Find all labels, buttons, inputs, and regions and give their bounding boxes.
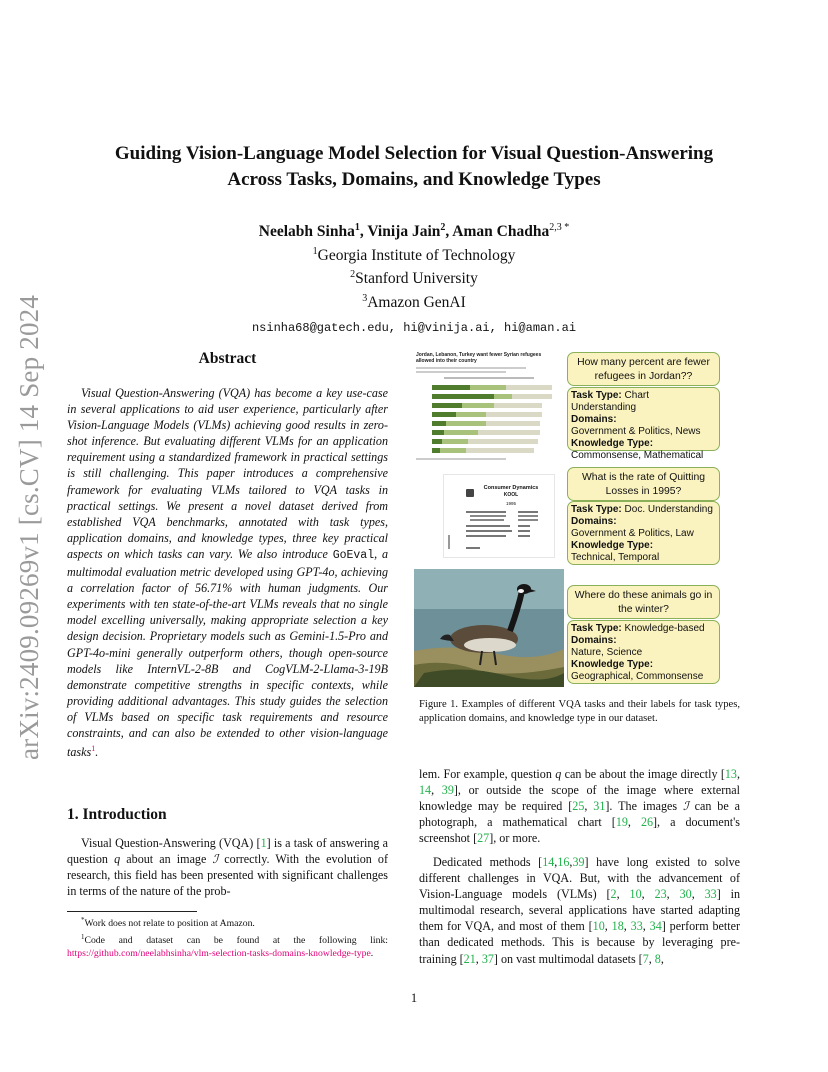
page-number: 1 (410, 991, 418, 1005)
citation-link[interactable]: 21 (463, 951, 476, 966)
citation-link[interactable]: 33 (630, 919, 643, 934)
footnote-rule (67, 911, 197, 912)
figure-caption: Figure 1. Examples of different VQA tasks and their labels for task types, application domains, and knowledge type in our dataset. (419, 699, 740, 725)
chart-thumbnail-subtitle-line (416, 367, 526, 369)
citation-link[interactable]: 8 (654, 951, 661, 966)
document-thumbnail-title: Consumer Dynamics (483, 485, 539, 491)
citation-link[interactable]: 2 (610, 887, 617, 902)
footnote-star: *Work does not relate to position at Amazon. (81, 916, 255, 930)
citation-link[interactable]: 16 (557, 855, 570, 869)
document-thumbnail-year: 1995 (505, 501, 516, 506)
affiliation-3: $^3$Amazon GenAI (362, 292, 466, 312)
chart-thumbnail-title: Jordan, Lebanon, Turkey want fewer Syrian refugees allowed into their country (416, 352, 542, 364)
citation-link[interactable]: 30 (679, 887, 692, 902)
question-bubble-3: Where do these animals go in the winter? (567, 585, 720, 619)
document-thumbnail-subtitle: KOOL (503, 492, 519, 498)
question-bubble-1: How many percent are fewer refugees in Jordan?? (567, 352, 720, 386)
citation-link[interactable]: 14 (419, 783, 432, 798)
chart-thumbnail-legend (444, 377, 534, 379)
citation-link[interactable]: 37 (481, 951, 494, 966)
goose-photo (414, 569, 564, 687)
paper-title (80, 141, 748, 193)
citation-link[interactable]: 10 (629, 887, 642, 902)
citation-link[interactable]: 34 (649, 919, 662, 934)
citation-link[interactable]: 19 (615, 815, 628, 830)
chart-thumbnail-source (416, 458, 506, 460)
footnotes (67, 914, 388, 960)
label-box-3: Task Type: Knowledge-based Domains: Nature, Science Knowledge Type: Geographical, Commonsense (567, 620, 720, 684)
citation-link[interactable]: 18 (611, 919, 624, 934)
citation-link[interactable]: 23 (654, 887, 667, 902)
code-link[interactable]: https://github.com/neelabhsinha/vlm-selection-tasks-domains-knowledge-type (67, 947, 371, 959)
affiliation-1: $^1$Georgia Institute of Technology (312, 245, 516, 264)
abstract-footnote-ref[interactable]: 1 (91, 744, 96, 754)
chart-thumbnail (414, 352, 562, 464)
citation-link[interactable]: 10 (592, 919, 605, 934)
introduction-text: Visual Question-Answering (VQA) [1] is a task of answering a question q about an image ℐ correctly. With the evolution of research, this field has been presented with significant challenges in terms of the nature of the prob- (67, 836, 389, 899)
right-column-paragraph-1: lem. For example, question q can be about the image directly [13, 14, 39], or outside the scope of the image where external knowledge may be required [25, 31]. The images ℐ can be a photograph, a mathematical chart [19, 26], a document's screenshot [27], or more. (419, 767, 741, 846)
citation-link[interactable]: 39 (441, 783, 454, 798)
citation-link[interactable]: 31 (593, 799, 606, 814)
citation-link[interactable]: 7 (642, 951, 649, 966)
author-names: Neelabh Sinha$^1$, Vinija Jain$^2$, Aman Chadha$^{2,3 *}$ (258, 222, 570, 241)
affiliation-2: $^2$Stanford University (350, 269, 478, 288)
question-bubble-2: What is the rate of Quitting Losses in 1995? (567, 467, 720, 501)
citation-link[interactable]: 1 (260, 836, 267, 850)
abstract-heading: Abstract (198, 350, 257, 367)
footnote-1: $^1$Code and dataset can be found at the following link: https://github.com/neelabhsinha/vlm-selection-tasks-domains-knowledge-type. (67, 932, 388, 959)
paper-title-line-1: Guiding Vision-Language Model Selection for Visual Question-Answering (114, 143, 714, 164)
citation-link[interactable]: 27 (477, 831, 490, 846)
introduction-heading: 1. Introduction (67, 806, 167, 823)
chart-thumbnail-subtitle-line (416, 371, 506, 373)
abstract-text: Visual Question-Answering (VQA) has become a key use-case in several applications to aid user experience, particularly after Vision-Language Models (VLMs) achieving good results in zero-shot inference. But evaluating different VLMs for an application requirement using a standardized framework in practical settings is still challenging. This paper introduces a comprehensive framework for evaluating VLMs tailored to VQA tasks in practical settings. We present a novel dataset derived from established VQA benchmarks, annotated with task types, application domains, and knowledge types, three key practical aspects on which tasks can vary. We also introduce GoEval, a multimodal evaluation metric developed using GPT-4o, achieving a correlation factor of 56.71% with human judgments. Our experiments with ten state-of-the-art VLMs reveals that no single model excelling universally, making appropriate selection a key design decision. Proprietary models such as Gemini-1.5-Pro and GPT-4o-mini generally outperform others, though open-source models like InternVL-2-8B and CogVLM-2-Llama-3-19B demonstrate competitive strengths in specific contexts, while providing additional advantages. This study guides the selection of VLMs based on specific task requirements and resource constraints, and can also be extended to other vision-language tasks$^1$. (67, 386, 388, 760)
label-box-2: Task Type: Doc. Understanding Domains: Government & Politics, Law Knowledge Type: Technical, Temporal (567, 501, 720, 565)
citation-link[interactable]: 33 (704, 887, 717, 902)
document-logo-icon (466, 489, 474, 497)
document-thumbnail (443, 474, 555, 558)
citation-link[interactable]: 13 (724, 767, 737, 781)
citation-link[interactable]: 39 (572, 855, 585, 869)
label-box-1: Task Type: Chart Understanding Domains: Government & Politics, News Knowledge Type: Commonsense, Mathematical (567, 387, 720, 451)
citation-link[interactable]: 25 (572, 799, 585, 814)
goose-photo-svg (414, 569, 564, 687)
citation-link[interactable]: 14 (542, 855, 555, 869)
author-block (80, 218, 748, 338)
right-column-paragraph-2: Dedicated methods [14,16,39] have long existed to solve different challenges in VQA. But, with the advancement of Vision-Language models (VLMs) [2, 10, 23, 30, 33] in multimodal research, several applications have started adapting them for VQA, and most of them [10, 18, 33, 34] perform better than dedicated methods. This is because by leveraging pre-training [21, 37] on vast multimodal datasets [7, 8, (419, 855, 741, 966)
citation-link[interactable]: 26 (640, 815, 654, 830)
author-emails: nsinha68@gatech.edu, hi@vinija.ai, hi@aman.ai (251, 320, 577, 335)
paper-title-line-2: Across Tasks, Domains, and Knowledge Types (227, 169, 601, 190)
arxiv-identifier: arXiv:2409.09269v1 [cs.CV] 14 Sep 2024 (14, 294, 44, 760)
